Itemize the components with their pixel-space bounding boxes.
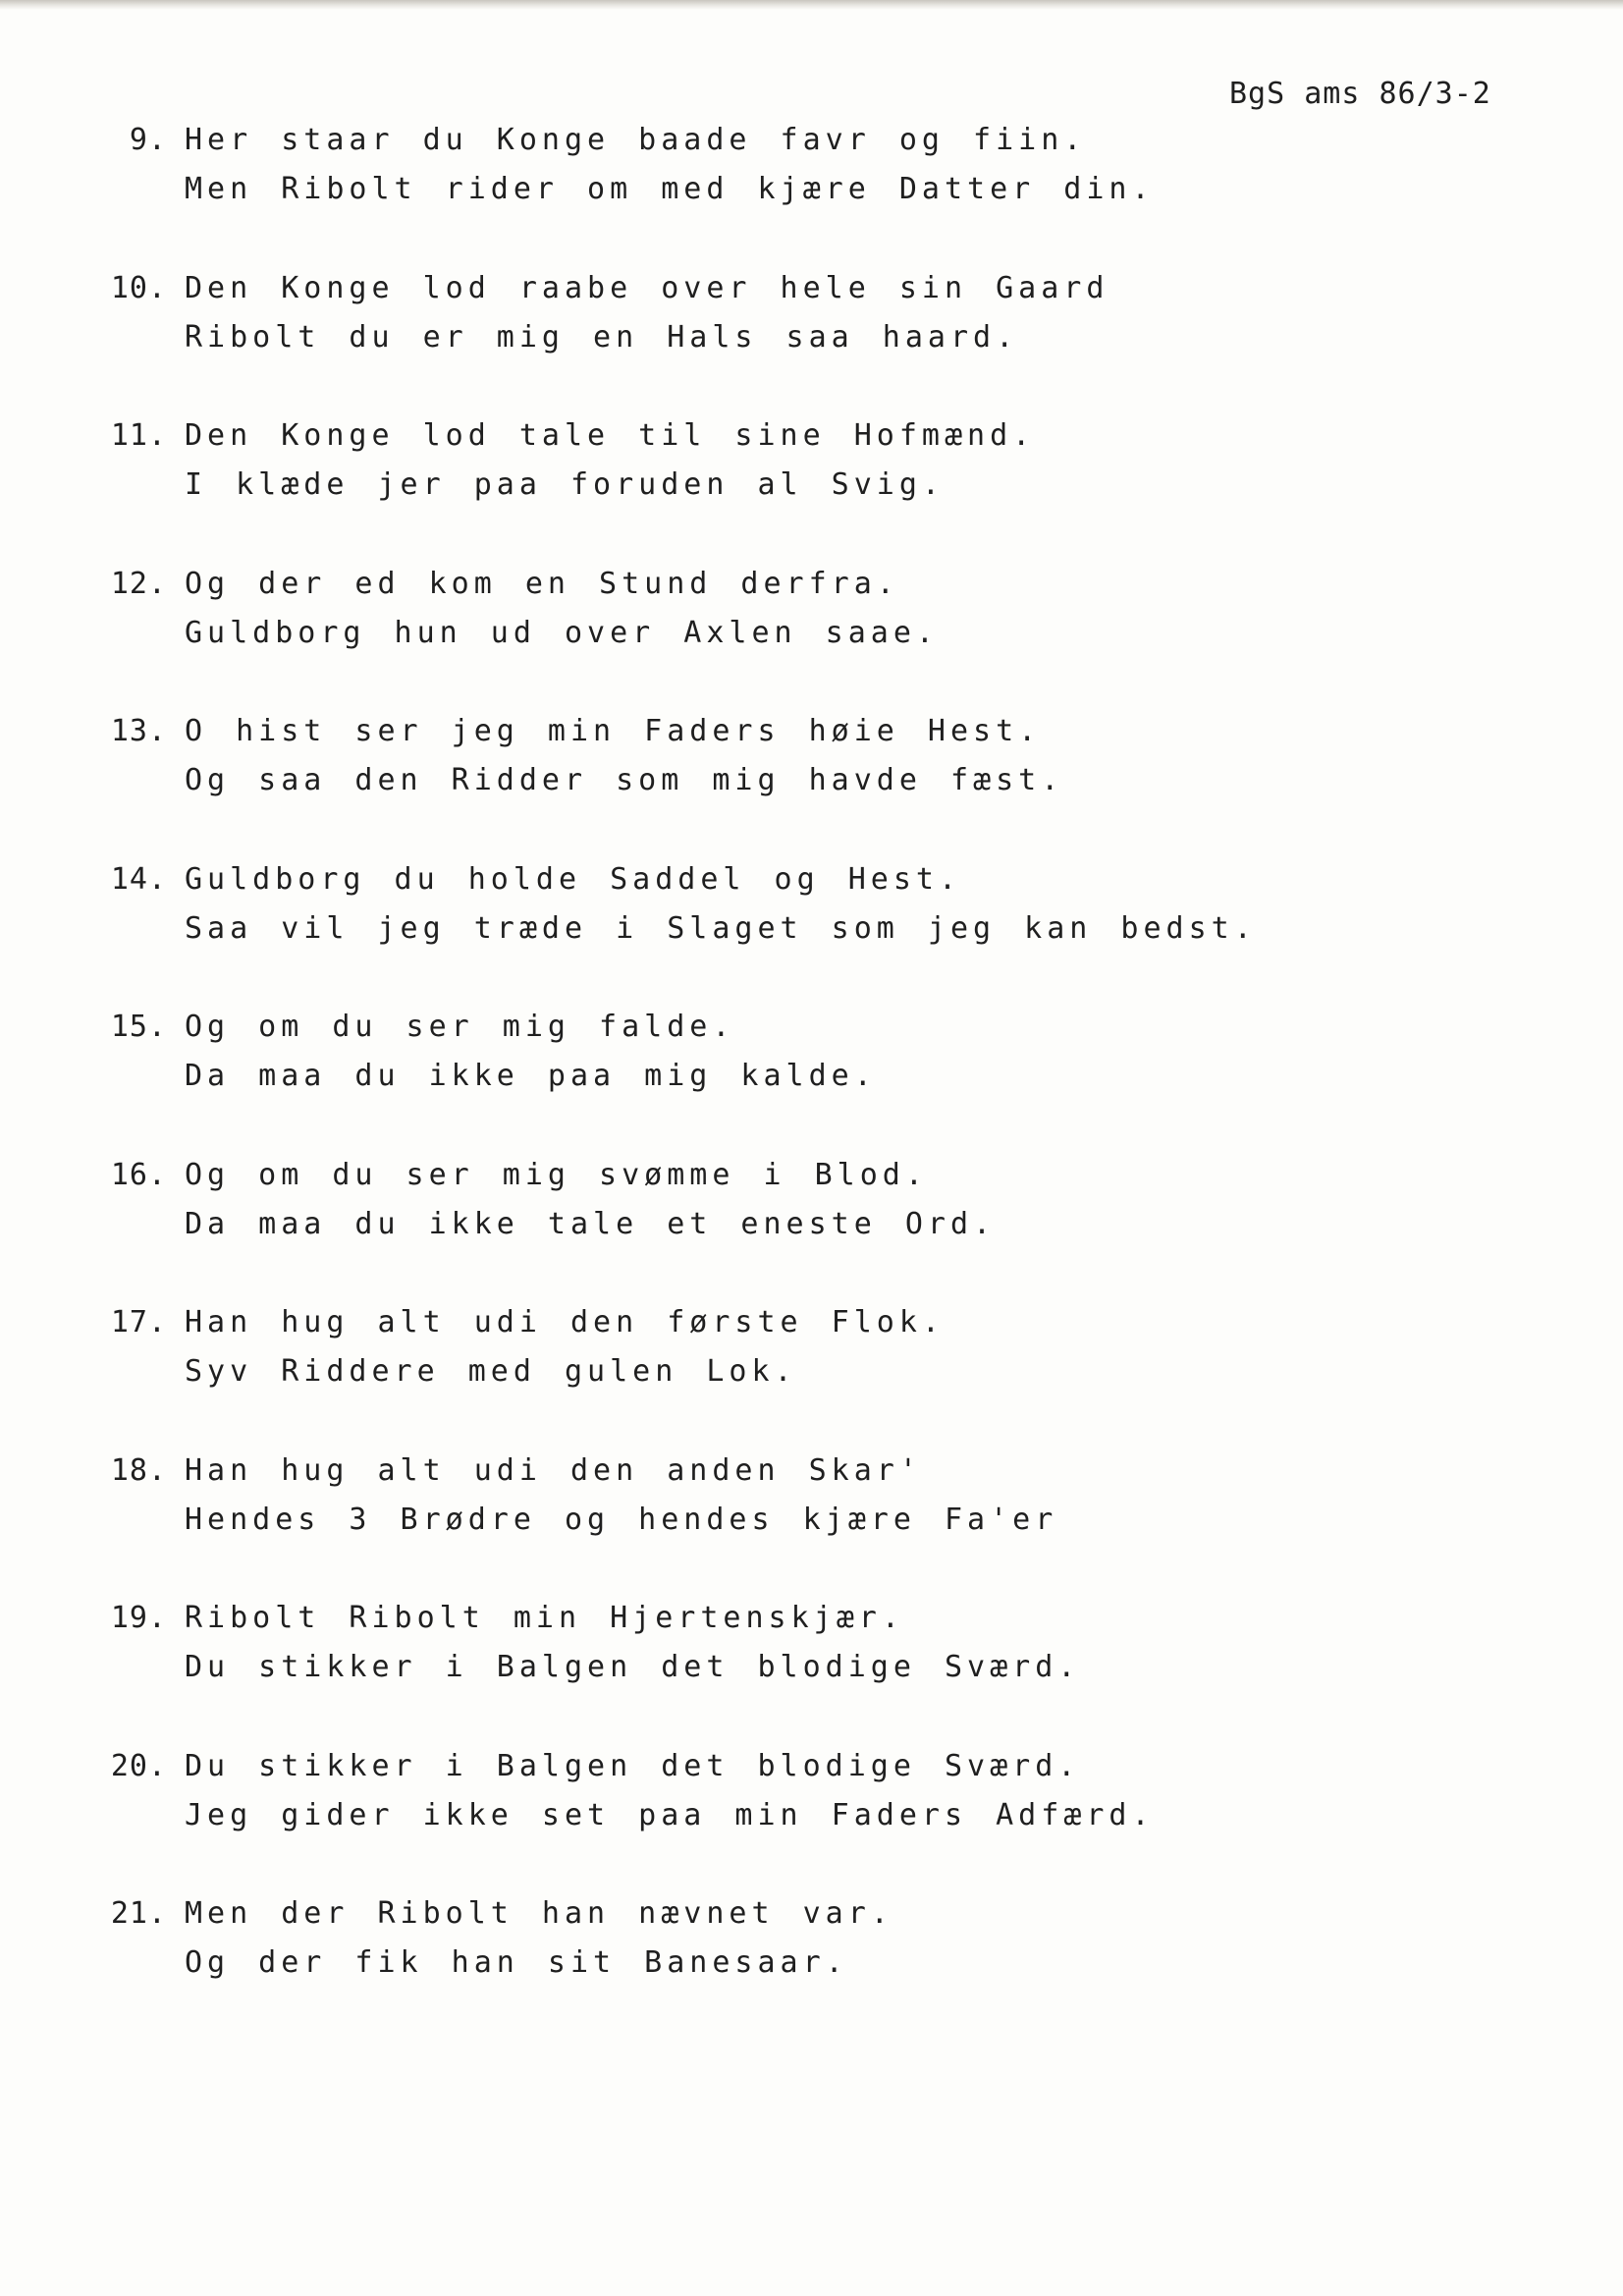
verse-line-2: Men Ribolt rider om med kjære Datter din. (185, 172, 1155, 206)
verse-10 (0, 264, 1623, 412)
verse-number: 21. (110, 1896, 167, 1931)
verse-11 (0, 411, 1623, 560)
verse-line-2: Og saa den Ridder som mig havde fæst. (185, 763, 1064, 797)
verse-line-2: I klæde jer paa foruden al Svig. (185, 467, 945, 502)
verse-18 (0, 1447, 1623, 1595)
verse-line-2: Saa vil jeg træde i Slaget som jeg kan bedst. (185, 910, 1257, 946)
page-top-edge (0, 0, 1623, 10)
verse-16 (0, 1151, 1623, 1299)
verse-list (0, 116, 1623, 2038)
verse-21 (0, 1889, 1623, 2038)
verse-line-1: Men der Ribolt han nævnet var. (185, 1896, 893, 1931)
verse-line-1: Her staar du Konge baade favr og fiin. (185, 123, 1087, 157)
verse-line-1: Du stikker i Balgen det blodige Sværd. (185, 1748, 1081, 1783)
verse-number: 13. (110, 714, 167, 748)
verse-line-1: Og om du ser mig svømme i Blod. (185, 1157, 928, 1192)
verse-17 (0, 1298, 1623, 1447)
verse-number: 12. (110, 566, 167, 601)
verse-19 (0, 1594, 1623, 1742)
verse-20 (0, 1742, 1623, 1890)
verse-9 (0, 116, 1623, 264)
verse-14 (0, 855, 1623, 1004)
archive-reference: BgS ams 86/3-2 (1229, 77, 1491, 111)
verse-line-1: Den Konge lod tale til sine Hofmænd. (185, 418, 1036, 453)
verse-line-1: Han hug alt udi den anden Skar' (185, 1452, 922, 1488)
verse-number: 20. (110, 1748, 167, 1783)
verse-number: 10. (110, 270, 167, 305)
verse-line-2: Ribolt du er mig en Hals saa haard. (185, 319, 1019, 355)
verse-line-2: Jeg gider ikke set paa min Faders Adfærd. (185, 1797, 1155, 1832)
verse-line-2: Du stikker i Balgen det blodige Sværd. (185, 1650, 1081, 1684)
verse-line-1: Ribolt Ribolt min Hjertenskjær. (185, 1601, 904, 1635)
verse-line-2: Da maa du ikke paa mig kalde. (185, 1059, 877, 1093)
verse-line-2: Da maa du ikke tale et eneste Ord. (185, 1206, 997, 1241)
verse-number: 18. (110, 1452, 167, 1488)
verse-line-2: Og der fik han sit Banesaar. (185, 1945, 848, 1980)
verse-line-1: Den Konge lod raabe over hele sin Gaard (185, 270, 1109, 305)
verse-number: 11. (110, 418, 167, 453)
verse-line-2: Hendes 3 Brødre og hendes kjære Fa'er (185, 1502, 1058, 1537)
verse-number: 19. (110, 1601, 167, 1635)
verse-line-2: Syv Riddere med gulen Lok. (185, 1354, 797, 1389)
verse-number: 9. (129, 123, 167, 157)
verse-15 (0, 1003, 1623, 1151)
verse-line-1: Guldborg du holde Saddel og Hest. (185, 861, 962, 897)
verse-12 (0, 560, 1623, 708)
verse-number: 17. (110, 1305, 167, 1339)
verse-line-2: Guldborg hun ud over Axlen saae. (185, 615, 939, 650)
verse-line-1: Og der ed kom en Stund derfra. (185, 566, 899, 601)
verse-number: 15. (110, 1010, 167, 1044)
verse-line-1: Og om du ser mig falde. (185, 1010, 735, 1044)
verse-line-1: O hist ser jeg min Faders høie Hest. (185, 714, 1042, 748)
verse-13 (0, 707, 1623, 855)
verse-number: 16. (110, 1157, 167, 1192)
verse-number: 14. (110, 861, 167, 897)
verse-line-1: Han hug alt udi den første Flok. (185, 1305, 945, 1339)
